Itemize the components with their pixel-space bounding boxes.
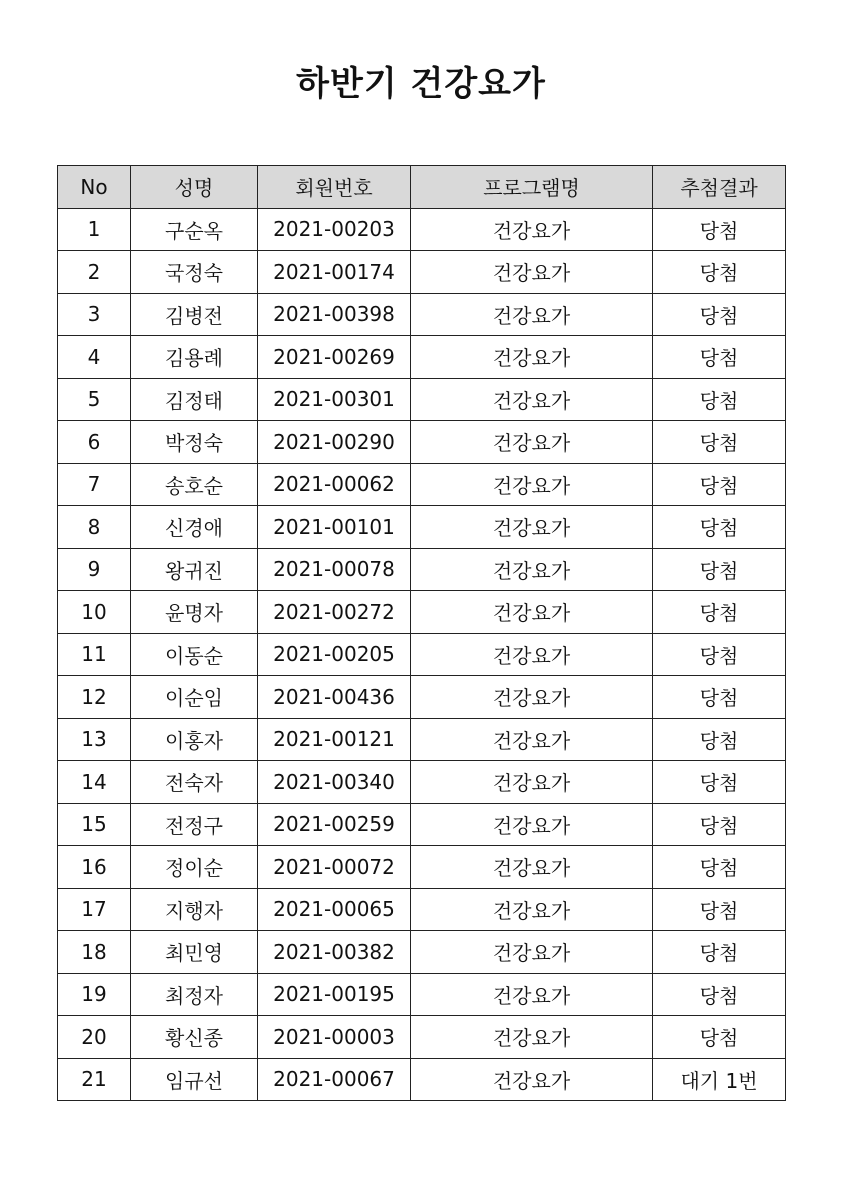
cell-no: 4 bbox=[58, 336, 131, 379]
cell-no: 2 bbox=[58, 251, 131, 294]
cell-member-number: 2021-00195 bbox=[258, 973, 411, 1016]
header-name: 성명 bbox=[131, 166, 258, 209]
cell-member-number: 2021-00174 bbox=[258, 251, 411, 294]
cell-name: 김병전 bbox=[131, 293, 258, 336]
header-no: No bbox=[58, 166, 131, 209]
cell-no: 17 bbox=[58, 888, 131, 931]
cell-no: 14 bbox=[58, 761, 131, 804]
cell-name: 박정숙 bbox=[131, 421, 258, 464]
header-member-number: 회원번호 bbox=[258, 166, 411, 209]
cell-member-number: 2021-00121 bbox=[258, 718, 411, 761]
cell-program-name: 건강요가 bbox=[411, 1058, 653, 1101]
cell-lottery-result: 당첨 bbox=[653, 633, 786, 676]
cell-lottery-result: 당첨 bbox=[653, 803, 786, 846]
cell-no: 1 bbox=[58, 208, 131, 251]
cell-program-name: 건강요가 bbox=[411, 633, 653, 676]
cell-name: 송호순 bbox=[131, 463, 258, 506]
cell-member-number: 2021-00003 bbox=[258, 1016, 411, 1059]
cell-lottery-result: 당첨 bbox=[653, 718, 786, 761]
page-title: 하반기 건강요가 bbox=[296, 64, 546, 104]
table-row bbox=[58, 506, 786, 549]
cell-name: 이홍자 bbox=[131, 718, 258, 761]
cell-name: 국정숙 bbox=[131, 251, 258, 294]
table-row bbox=[58, 1016, 786, 1059]
cell-name: 전숙자 bbox=[131, 761, 258, 804]
cell-name: 왕귀진 bbox=[131, 548, 258, 591]
cell-lottery-result: 당첨 bbox=[653, 548, 786, 591]
cell-no: 21 bbox=[58, 1058, 131, 1101]
cell-name: 김용례 bbox=[131, 336, 258, 379]
cell-name: 신경애 bbox=[131, 506, 258, 549]
cell-member-number: 2021-00382 bbox=[258, 931, 411, 974]
cell-program-name: 건강요가 bbox=[411, 761, 653, 804]
cell-no: 11 bbox=[58, 633, 131, 676]
cell-no: 6 bbox=[58, 421, 131, 464]
cell-lottery-result: 당첨 bbox=[653, 1016, 786, 1059]
cell-member-number: 2021-00301 bbox=[258, 378, 411, 421]
cell-no: 15 bbox=[58, 803, 131, 846]
table-row bbox=[58, 378, 786, 421]
cell-lottery-result: 당첨 bbox=[653, 251, 786, 294]
cell-no: 19 bbox=[58, 973, 131, 1016]
cell-lottery-result: 당첨 bbox=[653, 378, 786, 421]
lottery-result-table bbox=[57, 165, 786, 1101]
table-body bbox=[58, 208, 786, 1101]
cell-no: 18 bbox=[58, 931, 131, 974]
cell-lottery-result: 당첨 bbox=[653, 293, 786, 336]
table-row bbox=[58, 463, 786, 506]
cell-name: 이순임 bbox=[131, 676, 258, 719]
cell-lottery-result: 당첨 bbox=[653, 208, 786, 251]
table-row bbox=[58, 421, 786, 464]
cell-lottery-result: 당첨 bbox=[653, 761, 786, 804]
cell-member-number: 2021-00203 bbox=[258, 208, 411, 251]
table-row bbox=[58, 846, 786, 889]
cell-member-number: 2021-00269 bbox=[258, 336, 411, 379]
table-row bbox=[58, 761, 786, 804]
cell-member-number: 2021-00272 bbox=[258, 591, 411, 634]
cell-no: 13 bbox=[58, 718, 131, 761]
table-row bbox=[58, 973, 786, 1016]
cell-program-name: 건강요가 bbox=[411, 506, 653, 549]
cell-program-name: 건강요가 bbox=[411, 803, 653, 846]
cell-program-name: 건강요가 bbox=[411, 973, 653, 1016]
cell-no: 12 bbox=[58, 676, 131, 719]
cell-program-name: 건강요가 bbox=[411, 591, 653, 634]
cell-no: 10 bbox=[58, 591, 131, 634]
cell-program-name: 건강요가 bbox=[411, 378, 653, 421]
cell-name: 임규선 bbox=[131, 1058, 258, 1101]
cell-name: 황신종 bbox=[131, 1016, 258, 1059]
cell-name: 지행자 bbox=[131, 888, 258, 931]
cell-name: 김정태 bbox=[131, 378, 258, 421]
cell-member-number: 2021-00062 bbox=[258, 463, 411, 506]
cell-lottery-result: 당첨 bbox=[653, 591, 786, 634]
cell-program-name: 건강요가 bbox=[411, 251, 653, 294]
table-row bbox=[58, 591, 786, 634]
table-row bbox=[58, 718, 786, 761]
cell-lottery-result: 당첨 bbox=[653, 676, 786, 719]
cell-no: 3 bbox=[58, 293, 131, 336]
cell-no: 20 bbox=[58, 1016, 131, 1059]
cell-lottery-result: 당첨 bbox=[653, 846, 786, 889]
table-row bbox=[58, 888, 786, 931]
table-row bbox=[58, 931, 786, 974]
cell-program-name: 건강요가 bbox=[411, 718, 653, 761]
table-row bbox=[58, 548, 786, 591]
cell-name: 최민영 bbox=[131, 931, 258, 974]
cell-lottery-result: 당첨 bbox=[653, 931, 786, 974]
cell-member-number: 2021-00078 bbox=[258, 548, 411, 591]
cell-program-name: 건강요가 bbox=[411, 208, 653, 251]
cell-name: 윤명자 bbox=[131, 591, 258, 634]
cell-program-name: 건강요가 bbox=[411, 676, 653, 719]
cell-name: 구순옥 bbox=[131, 208, 258, 251]
cell-lottery-result: 당첨 bbox=[653, 463, 786, 506]
cell-program-name: 건강요가 bbox=[411, 1016, 653, 1059]
cell-no: 9 bbox=[58, 548, 131, 591]
table-row bbox=[58, 803, 786, 846]
cell-name: 전정구 bbox=[131, 803, 258, 846]
table-row bbox=[58, 633, 786, 676]
cell-program-name: 건강요가 bbox=[411, 293, 653, 336]
cell-member-number: 2021-00205 bbox=[258, 633, 411, 676]
cell-member-number: 2021-00072 bbox=[258, 846, 411, 889]
table-row bbox=[58, 676, 786, 719]
cell-lottery-result: 당첨 bbox=[653, 336, 786, 379]
header-program-name: 프로그램명 bbox=[411, 166, 653, 209]
header-lottery-result: 추첨결과 bbox=[653, 166, 786, 209]
table-row bbox=[58, 251, 786, 294]
cell-name: 최정자 bbox=[131, 973, 258, 1016]
cell-member-number: 2021-00340 bbox=[258, 761, 411, 804]
cell-no: 5 bbox=[58, 378, 131, 421]
cell-no: 8 bbox=[58, 506, 131, 549]
cell-lottery-result: 당첨 bbox=[653, 506, 786, 549]
cell-lottery-result: 대기 1번 bbox=[653, 1058, 786, 1101]
cell-name: 정이순 bbox=[131, 846, 258, 889]
cell-no: 7 bbox=[58, 463, 131, 506]
cell-program-name: 건강요가 bbox=[411, 888, 653, 931]
table-row bbox=[58, 208, 786, 251]
cell-program-name: 건강요가 bbox=[411, 421, 653, 464]
cell-member-number: 2021-00398 bbox=[258, 293, 411, 336]
cell-member-number: 2021-00065 bbox=[258, 888, 411, 931]
cell-member-number: 2021-00436 bbox=[258, 676, 411, 719]
table-header-row bbox=[58, 166, 786, 209]
cell-program-name: 건강요가 bbox=[411, 846, 653, 889]
cell-member-number: 2021-00259 bbox=[258, 803, 411, 846]
cell-program-name: 건강요가 bbox=[411, 463, 653, 506]
cell-program-name: 건강요가 bbox=[411, 548, 653, 591]
cell-member-number: 2021-00101 bbox=[258, 506, 411, 549]
cell-lottery-result: 당첨 bbox=[653, 973, 786, 1016]
cell-name: 이동순 bbox=[131, 633, 258, 676]
cell-member-number: 2021-00067 bbox=[258, 1058, 411, 1101]
cell-member-number: 2021-00290 bbox=[258, 421, 411, 464]
cell-lottery-result: 당첨 bbox=[653, 888, 786, 931]
cell-program-name: 건강요가 bbox=[411, 336, 653, 379]
cell-program-name: 건강요가 bbox=[411, 931, 653, 974]
table-row bbox=[58, 336, 786, 379]
cell-lottery-result: 당첨 bbox=[653, 421, 786, 464]
table-row bbox=[58, 1058, 786, 1101]
table-row bbox=[58, 293, 786, 336]
cell-no: 16 bbox=[58, 846, 131, 889]
